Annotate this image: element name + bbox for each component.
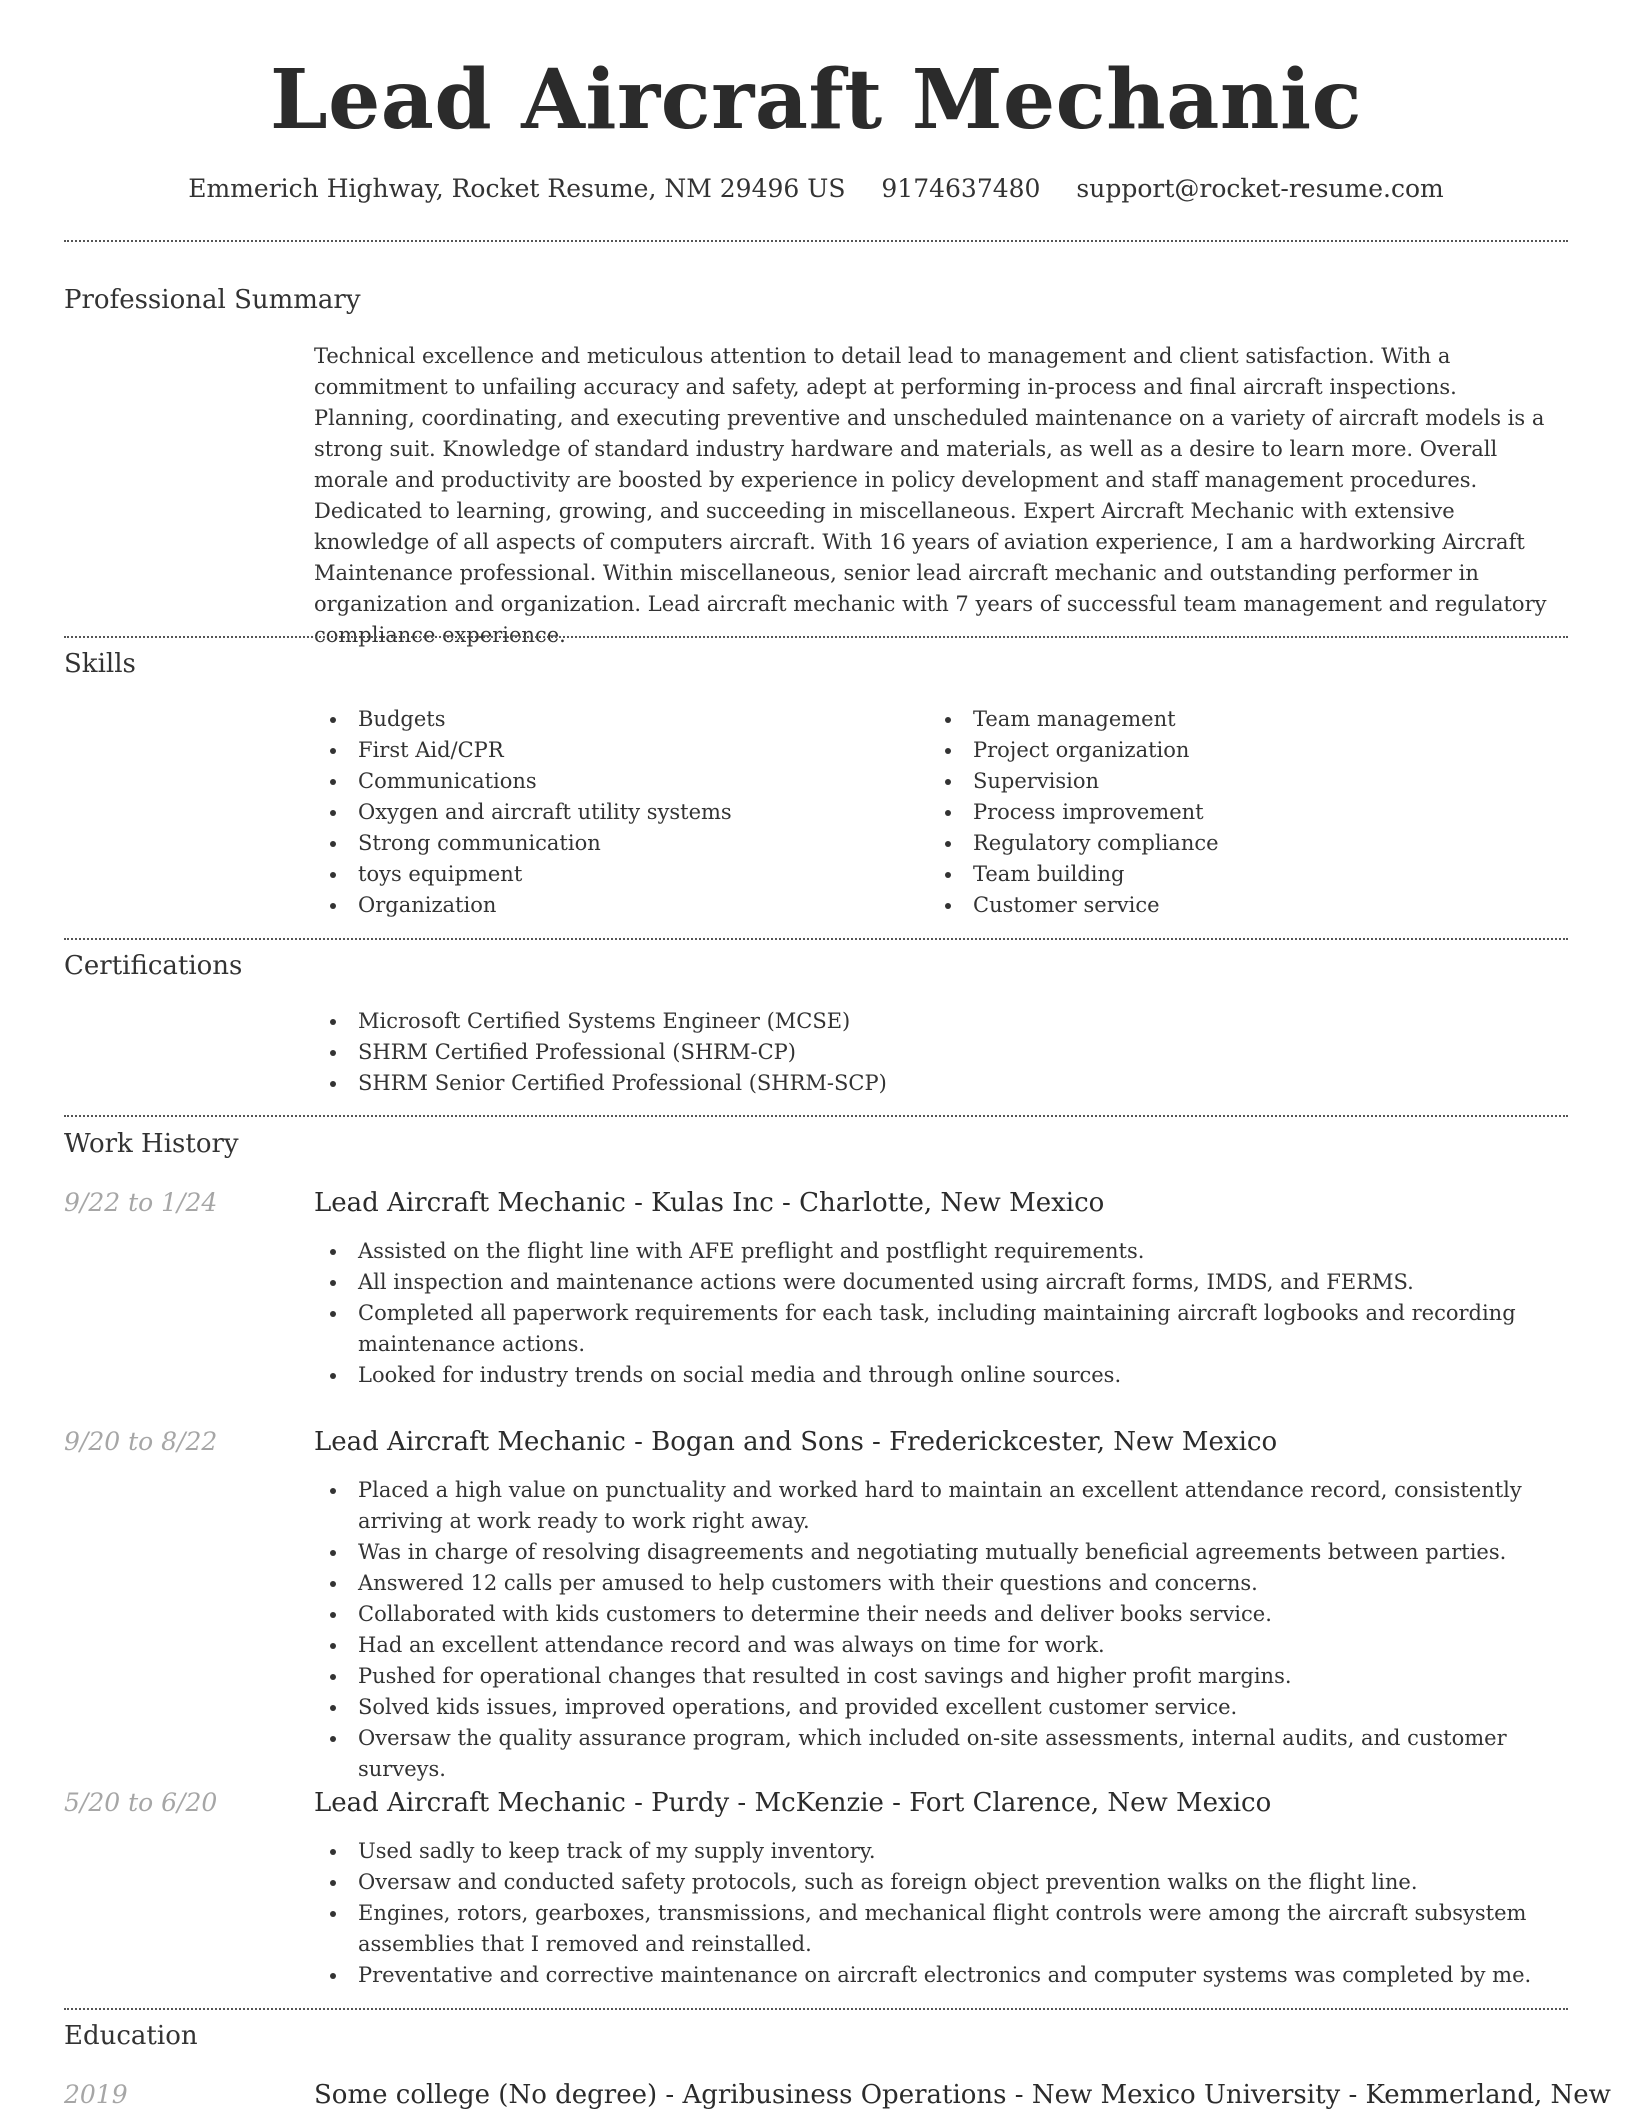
certification-item: SHRM Certified Professional (SHRM-CP) — [314, 1037, 1564, 1068]
job-bullet: Engines, rotors, gearboxes, transmissions, and mechanical flight controls were among the aircraft subsystem assemblies that I removed and reinstalled. — [314, 1898, 1564, 1960]
work-history-heading: Work History — [64, 1129, 239, 1159]
divider — [64, 240, 1568, 242]
skill-item: First Aid/CPR — [314, 735, 914, 766]
divider — [64, 1115, 1568, 1117]
job-bullet: Pushed for operational changes that resulted in cost savings and higher profit margins. — [314, 1661, 1564, 1692]
contact-phone: 9174637480 — [881, 174, 1041, 203]
job-bullet: Oversaw and conducted safety protocols, such as foreign object prevention walks on the flight line. — [314, 1867, 1564, 1898]
job-bullet: Assisted on the flight line with AFE preflight and postflight requirements. — [314, 1236, 1564, 1267]
skill-item: toys equipment — [314, 859, 914, 890]
contact-line — [0, 172, 1632, 206]
job-bullet: Completed all paperwork requirements for each task, including maintaining aircraft logbooks and recording maintenance actions. — [314, 1298, 1564, 1360]
job-bullet: Solved kids issues, improved operations, and provided excellent customer service. — [314, 1692, 1564, 1723]
certifications-heading: Certifications — [64, 951, 243, 981]
skill-item: Budgets — [314, 704, 914, 735]
education-heading: Education — [64, 2021, 198, 2051]
summary-text: Technical excellence and meticulous attention to detail lead to management and client satisfaction. With a commitment to unfailing accuracy and safety, adept at performing in-process and final aircraft inspections. Planning, coordinating, and executing preventive and unscheduled maintenance on a variety of aircraft models is a strong suit. Knowledge of standard industry hardware and materials, as well as a desire to learn more. Overall morale and productivity are boosted by experience in policy development and staff management procedures. Dedicated to learning, growing, and succeeding in miscellaneous. Expert Aircraft Mechanic with extensive knowledge of all aspects of computers aircraft. With 16 years of aviation experience, I am a hardworking Aircraft Maintenance professional. Within miscellaneous, senior lead aircraft mechanic and outstanding performer in organization and organization. Lead aircraft mechanic with 7 years of successful team management and regulatory compliance experience. — [314, 344, 1547, 647]
skill-item: Process improvement — [929, 797, 1529, 828]
skills-list-left — [314, 704, 914, 921]
job-bullet: Looked for industry trends on social media and through online sources. — [314, 1360, 1564, 1391]
job-bullet: Placed a high value on punctuality and worked hard to maintain an excellent attendance record, consistently arriving at work ready to work right away. — [314, 1475, 1564, 1537]
job-dates: 9/22 to 1/24 — [64, 1188, 218, 1217]
skills-list-right — [929, 704, 1529, 921]
skill-item: Communications — [314, 766, 914, 797]
job-bullet: Used sadly to keep track of my supply inventory. — [314, 1836, 1564, 1867]
skills-heading: Skills — [64, 649, 136, 679]
education-title: Some college (No degree) - Agribusiness Operations - New Mexico University - Kemmerland, New — [314, 2080, 1611, 2110]
skill-item: Oxygen and aircraft utility systems — [314, 797, 914, 828]
job-bullet: Answered 12 calls per amused to help customers with their questions and concerns. — [314, 1568, 1564, 1599]
skill-item: Regulatory compliance — [929, 828, 1529, 859]
skill-item: Organization — [314, 890, 914, 921]
contact-address: Emmerich Highway, Rocket Resume, NM 29496 US — [188, 174, 846, 203]
skill-item: Supervision — [929, 766, 1529, 797]
job-bullets — [314, 1475, 1564, 1785]
skill-item: Team building — [929, 859, 1529, 890]
certification-item: SHRM Senior Certified Professional (SHRM-SCP) — [314, 1068, 1564, 1099]
skill-item: Project organization — [929, 735, 1529, 766]
job-dates: 9/20 to 8/22 — [64, 1427, 218, 1456]
job-bullets — [314, 1836, 1564, 1991]
job-bullet: Preventative and corrective maintenance on aircraft electronics and computer systems was completed by me. — [314, 1960, 1564, 1991]
certification-item: Microsoft Certified Systems Engineer (MCSE) — [314, 1006, 1564, 1037]
job-bullet: All inspection and maintenance actions were documented using aircraft forms, IMDS, and FERMS. — [314, 1267, 1564, 1298]
contact-email: support@rocket-resume.com — [1076, 174, 1444, 203]
job-title: Lead Aircraft Mechanic - Kulas Inc - Charlotte, New Mexico — [314, 1188, 1105, 1218]
divider — [64, 636, 1568, 638]
job-title: Lead Aircraft Mechanic - Purdy - McKenzie - Fort Clarence, New Mexico — [314, 1788, 1272, 1818]
skill-item: Strong communication — [314, 828, 914, 859]
job-dates: 5/20 to 6/20 — [64, 1788, 218, 1817]
job-bullet: Had an excellent attendance record and was always on time for work. — [314, 1630, 1564, 1661]
divider — [64, 2008, 1568, 2010]
education-date: 2019 — [64, 2080, 128, 2109]
resume-name: Lead Aircraft Mechanic — [269, 52, 1363, 148]
job-bullet: Was in charge of resolving disagreements and negotiating mutually beneficial agreements between parties. — [314, 1537, 1564, 1568]
job-bullet: Collaborated with kids customers to determine their needs and deliver books service. — [314, 1599, 1564, 1630]
job-bullet: Oversaw the quality assurance program, which included on-site assessments, internal audits, and customer surveys. — [314, 1723, 1564, 1785]
job-bullets — [314, 1236, 1564, 1391]
skill-item: Team management — [929, 704, 1529, 735]
job-title: Lead Aircraft Mechanic - Bogan and Sons - Frederickcester, New Mexico — [314, 1427, 1278, 1457]
skill-item: Customer service — [929, 890, 1529, 921]
divider — [64, 938, 1568, 940]
summary-heading: Professional Summary — [64, 285, 361, 315]
certifications-list — [314, 1006, 1564, 1099]
